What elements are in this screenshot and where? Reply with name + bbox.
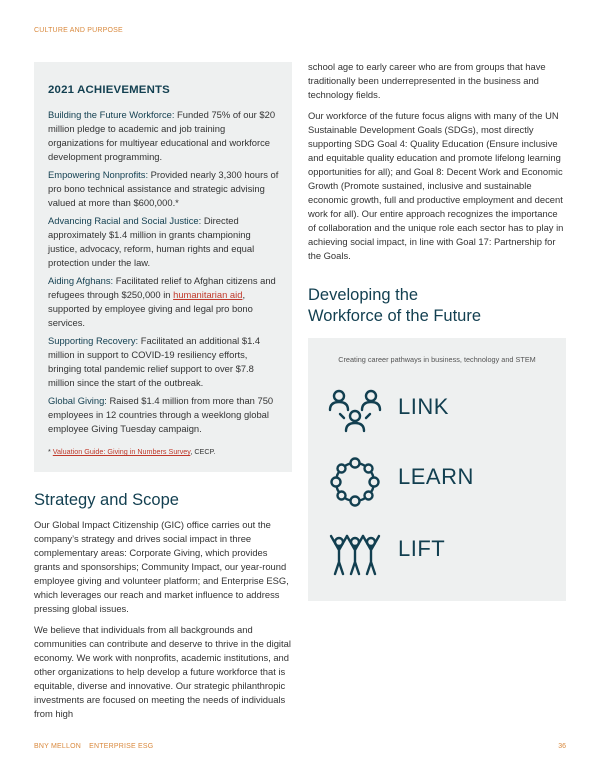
people-network-icon: [326, 386, 384, 436]
achievements-panel: [34, 62, 292, 472]
achievement-item: [48, 108, 280, 164]
right-paragraph: school age to early career who are from groups that have traditionally been underrepresented in the business and technology fields.: [308, 61, 546, 100]
achievement-lead: Global Giving:: [48, 395, 107, 406]
achievement-text: Raised $1.4 million from more than 750 employees in 12 countries through a weeklong global employee Giving Tuesday campaign.: [48, 395, 274, 434]
right-paragraph: Our workforce of the future focus aligns with many of the UN Sustainable Development Goals (SDGs), most directly supporting SDG Goal 4: Quality Education (Ensure inclusive and equitable quality education and promote lifelong learning opportunities for all); and Goal 8: Decent Work and Economic Growth (Promote sustained, inclusive and sustainable economic growth, full and productive employment and decent work for all). Our entire approach recognizes the importance of collaboration and the unique role each sector has to play in achieving social impact, in line with Goal 17: Partnership for the Goals.: [308, 110, 564, 261]
developing-heading-line: Workforce of the Future: [308, 307, 482, 325]
achievement-item: [48, 168, 280, 210]
achievement-text: Facilitated an additional $1.4 million in support to COVID-19 resiliency efforts, bringing total pandemic relief support to over $7.8 million since the start of the outbreak.: [48, 335, 261, 388]
pillar-label-learn: LEARN: [398, 464, 474, 489]
footnote-star: *: [48, 447, 53, 456]
strategy-paragraph: Our Global Impact Citizenship (GIC) office carries out the company’s strategy and drives social impact in three complementary areas: Corporate Giving, which provides grants and sponsorships; Community Impact, our year-round employee giving and volunteer platform; and Enterprise ESG, which leverages our reach and market influence to address pressing global issues.: [34, 519, 289, 614]
achievements-footnote: [48, 447, 215, 456]
pillar-lift: [326, 528, 556, 578]
section-tag: CULTURE AND PURPOSE: [34, 27, 123, 34]
pillar-label-lift: LIFT: [398, 536, 446, 561]
strategy-heading: Strategy and Scope: [34, 491, 179, 509]
achievement-lead: Aiding Afghans:: [48, 275, 114, 286]
achievement-lead: Building the Future Workforce:: [48, 109, 175, 120]
achievement-text: Funded 75% of our $20 million pledge to academic and job training organizations for multiyear educational and workforce development programming.: [48, 109, 276, 162]
strategy-paragraph: We believe that individuals from all backgrounds and communities can contribute and deserve to thrive in the digital economy. We work with nonprofits, academic institutions, and other organizations to help develop a future workforce that is equitable, diverse and innovative. Our strategic philanthropic investments are focused on meeting the needs of individuals from high: [34, 624, 291, 719]
achievement-item: [48, 214, 280, 270]
achievement-item: [48, 334, 280, 390]
achievement-lead: Advancing Racial and Social Justice:: [48, 215, 202, 226]
strategy-body: [34, 518, 292, 728]
people-circle-icon: [326, 456, 384, 508]
achievement-lead: Empowering Nonprofits:: [48, 169, 149, 180]
developing-workforce-heading: [308, 285, 568, 327]
footer-doc-name: ENTERPRISE ESG: [89, 743, 154, 750]
achievement-text: Directed approximately $1.4 million in grants championing justice, advocacy, reform, human rights and equal protection under the law.: [48, 215, 255, 268]
pathways-caption: Creating career pathways in business, technology and STEM: [338, 355, 536, 364]
humanitarian-aid-link[interactable]: humanitarian aid: [173, 289, 243, 300]
achievement-text: , supported by employee giving and legal pro bono services.: [48, 289, 253, 328]
right-column-body: [308, 60, 568, 270]
developing-heading-line: Developing the: [308, 286, 419, 304]
pillar-label-link: LINK: [398, 394, 449, 419]
achievements-list: [48, 108, 280, 440]
footer-brand: [34, 743, 153, 750]
achievements-title: 2021 ACHIEVEMENTS: [48, 84, 170, 96]
pathways-panel: [308, 338, 566, 601]
page-number: 36: [558, 743, 566, 750]
footnote-suffix: , CECP.: [190, 447, 216, 456]
footer-brand-name: BNY MELLON: [34, 743, 81, 750]
footer-separator: [81, 743, 89, 750]
pillar-link: [326, 386, 556, 436]
achievement-text: Facilitated relief to Afghan citizens and refugees through $250,000 in: [48, 275, 276, 300]
valuation-guide-link[interactable]: Valuation Guide: Giving in Numbers Survey: [52, 447, 191, 456]
pillar-learn: [326, 456, 556, 506]
achievement-item: [48, 394, 280, 436]
achievement-item: [48, 274, 280, 330]
achievement-lead: Supporting Recovery:: [48, 335, 139, 346]
achievement-text: Provided nearly 3,300 hours of pro bono technical assistance and strategic advising valued at more than $600,000.*: [48, 169, 279, 208]
people-raised-arms-icon: [326, 528, 384, 578]
